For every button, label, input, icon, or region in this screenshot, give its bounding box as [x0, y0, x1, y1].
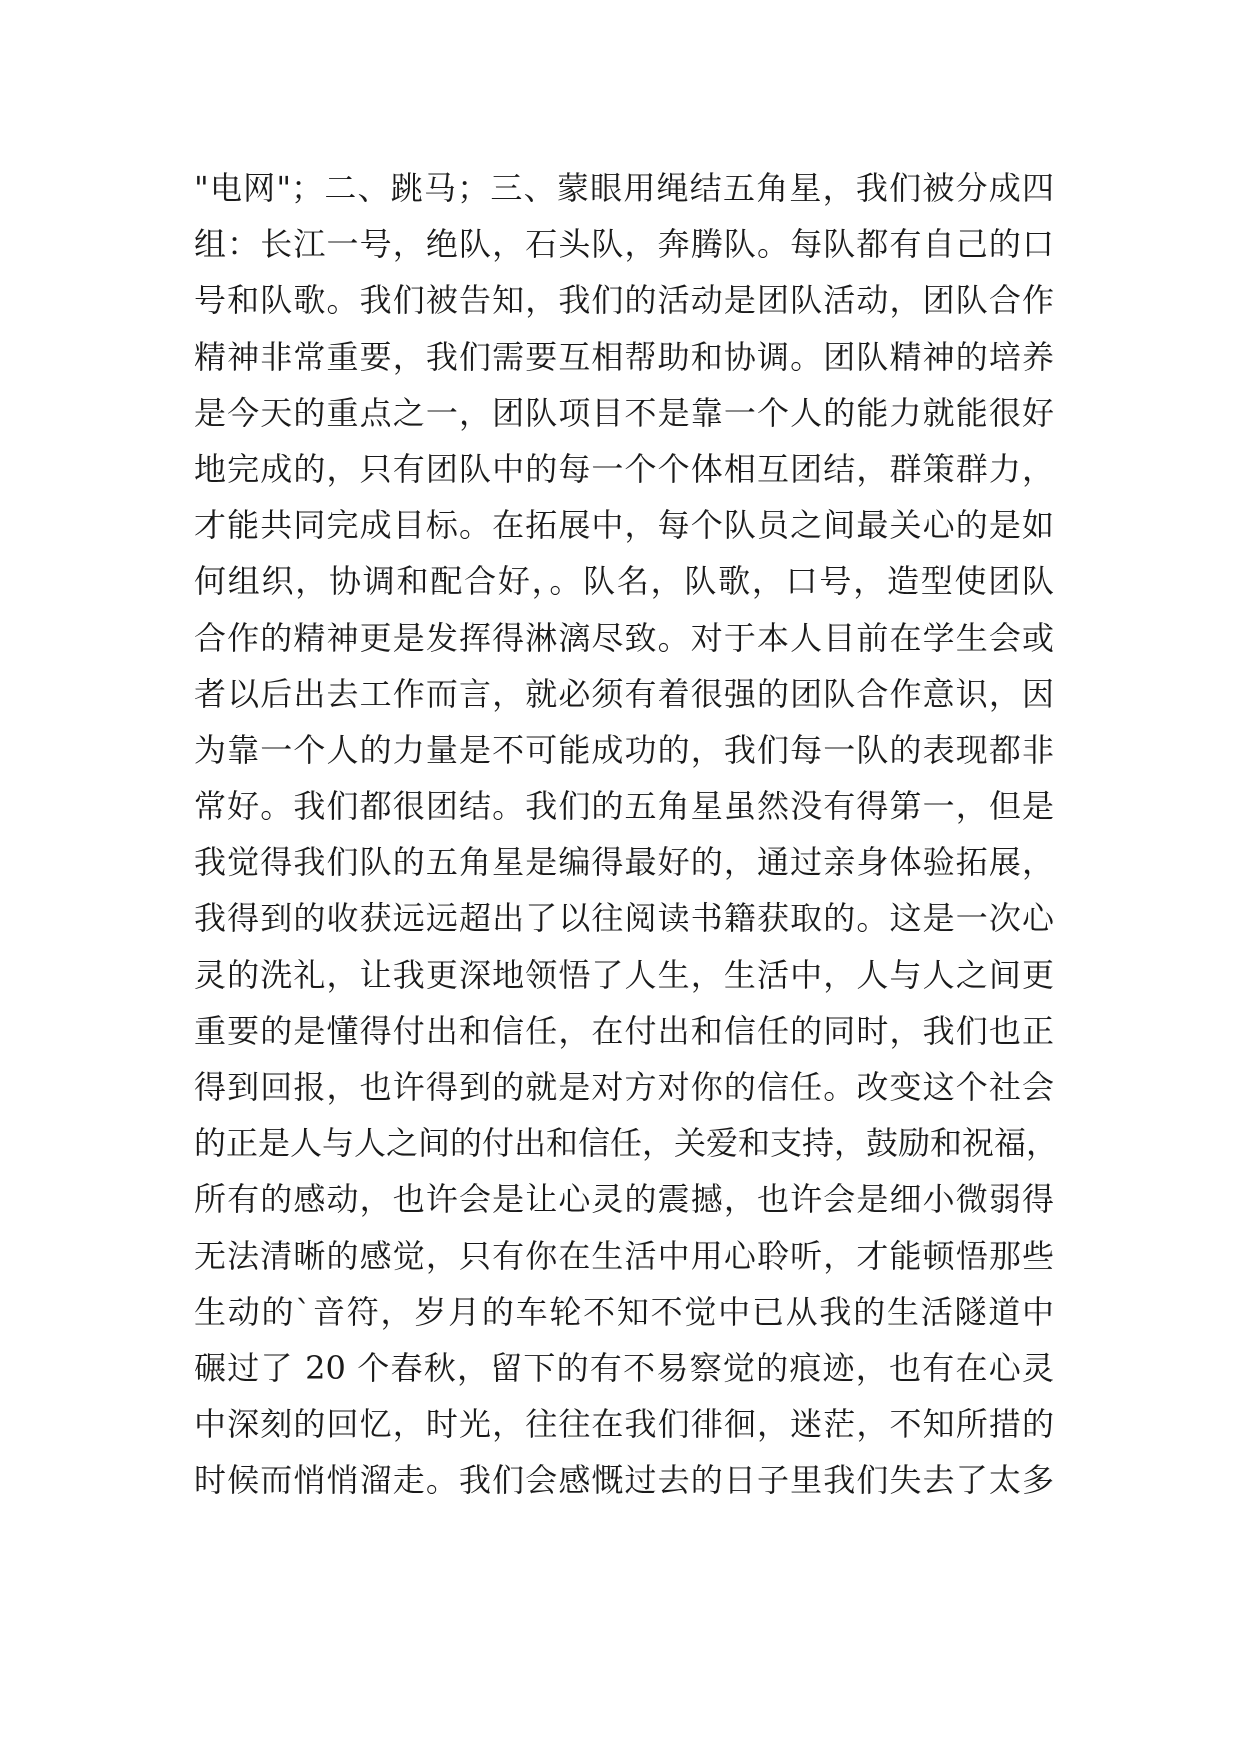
text-line: 组：长江一号，绝队，石头队，奔腾队。每队都有自己的口: [194, 225, 1054, 264]
text-line: 中深刻的回忆，时光，往往在我们徘徊，迷茫，不知所措的: [194, 1405, 1054, 1444]
text-line: 是今天的重点之一，团队项目不是靠一个人的能力就能很好: [194, 393, 1054, 432]
text-line: 碾过了 20 个春秋，留下的有不易察觉的痕迹，也有在心灵: [194, 1348, 1054, 1387]
text-line: 我得到的收获远远超出了以往阅读书籍获取的。这是一次心: [194, 899, 1054, 938]
text-line: 我觉得我们队的五角星是编得最好的，通过亲身体验拓展，: [194, 843, 1054, 882]
text-line: 为靠一个人的力量是不可能成功的，我们每一队的表现都非: [194, 730, 1054, 769]
body-text: [194, 160, 1059, 1509]
text-line: 号和队歌。我们被告知，我们的活动是团队活动，团队合作: [194, 281, 1054, 320]
text-line: 合作的精神更是发挥得淋漓尽致。对于本人目前在学生会或: [194, 618, 1054, 657]
text-line: 时候而悄悄溜走。我们会感慨过去的日子里我们失去了太多: [194, 1461, 1054, 1500]
text-line: 才能共同完成目标。在拓展中，每个队员之间最关心的是如: [194, 506, 1054, 545]
text-line: 生动的`音符，岁月的车轮不知不觉中已从我的生活隧道中: [194, 1292, 1054, 1331]
text-line: 常好。我们都很团结。我们的五角星虽然没有得第一，但是: [194, 787, 1054, 826]
text-line: 地完成的，只有团队中的每一个个体相互团结，群策群力，: [194, 449, 1054, 488]
text-line: 者以后出去工作而言，就必须有着很强的团队合作意识，因: [194, 674, 1054, 713]
text-line: 灵的洗礼，让我更深地领悟了人生，生活中，人与人之间更: [194, 955, 1054, 994]
text-line: 无法清晰的感觉，只有你在生活中用心聆听，才能顿悟那些: [194, 1236, 1054, 1275]
text-line: 何组织，协调和配合好，。队名，队歌，口号，造型使团队: [194, 562, 1054, 601]
text-line: 得到回报，也许得到的就是对方对你的信任。改变这个社会: [194, 1068, 1054, 1106]
text-line: 的正是人与人之间的付出和信任，关爱和支持，鼓励和祝福，: [194, 1124, 1059, 1163]
text-line: 精神非常重要，我们需要互相帮助和协调。团队精神的培养: [194, 337, 1054, 376]
text-line: 重要的是懂得付出和信任，在付出和信任的同时，我们也正: [194, 1011, 1054, 1050]
text-line: 所有的感动，也许会是让心灵的震撼，也许会是细小微弱得: [194, 1180, 1054, 1219]
text-line: "电网"；二、跳马；三、蒙眼用绳结五角星，我们被分成四: [194, 169, 1054, 207]
